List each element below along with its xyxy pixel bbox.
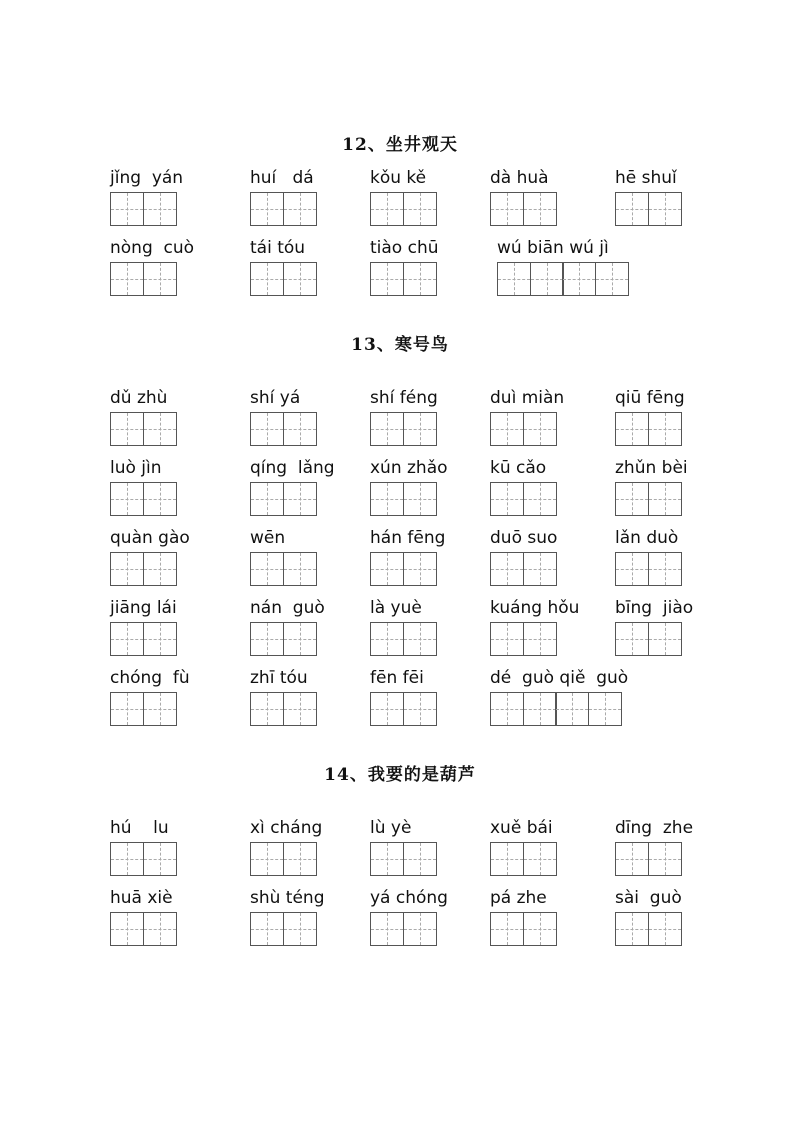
word-item: [490, 888, 555, 946]
pinyin-label: qiū fēng: [615, 388, 685, 408]
writing-grid[interactable]: [615, 482, 688, 516]
word-item: [370, 668, 435, 726]
tianzige-cell[interactable]: [490, 692, 524, 726]
tianzige-cell[interactable]: [615, 912, 649, 946]
tianzige-cell[interactable]: [403, 842, 437, 876]
word-item: [370, 238, 439, 296]
tianzige-cell[interactable]: [615, 552, 649, 586]
tianzige-cell[interactable]: [370, 262, 404, 296]
writing-grid[interactable]: [615, 552, 680, 586]
tianzige-cell[interactable]: [370, 482, 404, 516]
writing-grid[interactable]: [370, 622, 435, 656]
writing-grid[interactable]: [490, 412, 564, 446]
tianzige-cell[interactable]: [110, 482, 144, 516]
word-item: [370, 818, 435, 876]
word-item: [250, 598, 325, 656]
pinyin-label: wēn: [250, 528, 286, 548]
pinyin-label: dé guò qiě guò: [490, 668, 629, 688]
tianzige-cell[interactable]: [283, 692, 317, 726]
pinyin-label: nòng cuò: [110, 238, 195, 258]
tianzige-cell[interactable]: [143, 692, 177, 726]
pinyin-label: xuě bái: [490, 818, 553, 838]
writing-grid[interactable]: [110, 842, 175, 876]
writing-grid[interactable]: [490, 912, 555, 946]
writing-grid[interactable]: [370, 482, 448, 516]
word-item: [250, 888, 325, 946]
writing-grid[interactable]: [615, 622, 693, 656]
pinyin-label: yá chóng: [370, 888, 448, 908]
writing-grid[interactable]: [110, 482, 175, 516]
tianzige-cell[interactable]: [615, 412, 649, 446]
word-item: [490, 168, 555, 226]
tianzige-cell[interactable]: [283, 552, 317, 586]
word-item: [490, 668, 628, 726]
tianzige-cell[interactable]: [588, 692, 622, 726]
tianzige-cell[interactable]: [250, 482, 284, 516]
word-item: [615, 458, 688, 516]
tianzige-cell[interactable]: [490, 842, 524, 876]
tianzige-cell[interactable]: [490, 552, 524, 586]
word-item: [490, 818, 555, 876]
writing-grid[interactable]: [370, 912, 448, 946]
word-item: [250, 458, 335, 516]
pinyin-label: tái tóu: [250, 238, 306, 258]
tianzige-cell[interactable]: [110, 912, 144, 946]
tianzige-cell[interactable]: [370, 622, 404, 656]
writing-grid[interactable]: [490, 692, 628, 726]
pinyin-label: huā xiè: [110, 888, 173, 908]
tianzige-cell[interactable]: [530, 262, 564, 296]
tianzige-cell[interactable]: [370, 692, 404, 726]
word-item: [490, 458, 555, 516]
tianzige-cell[interactable]: [490, 192, 524, 226]
writing-grid[interactable]: [110, 912, 175, 946]
word-item: [490, 388, 564, 446]
pinyin-label: qíng lǎng: [250, 458, 335, 478]
word-item: [370, 458, 448, 516]
word-item: [615, 888, 682, 946]
writing-grid[interactable]: [615, 842, 693, 876]
tianzige-cell[interactable]: [110, 622, 144, 656]
tianzige-cell[interactable]: [283, 262, 317, 296]
tianzige-cell[interactable]: [110, 192, 144, 226]
tianzige-cell[interactable]: [403, 692, 437, 726]
tianzige-cell[interactable]: [110, 692, 144, 726]
tianzige-cell[interactable]: [250, 842, 284, 876]
writing-grid[interactable]: [250, 412, 315, 446]
tianzige-cell[interactable]: [648, 552, 682, 586]
word-item: [110, 528, 190, 586]
tianzige-cell[interactable]: [490, 412, 524, 446]
pinyin-label: shí féng: [370, 388, 438, 408]
tianzige-cell[interactable]: [250, 692, 284, 726]
tianzige-cell[interactable]: [523, 552, 557, 586]
tianzige-cell[interactable]: [370, 912, 404, 946]
pinyin-label: zhī tóu: [250, 668, 308, 688]
writing-grid[interactable]: [370, 262, 439, 296]
word-item: [110, 598, 177, 656]
writing-grid[interactable]: [370, 192, 435, 226]
word-item: [250, 388, 315, 446]
tianzige-cell[interactable]: [523, 692, 557, 726]
pinyin-label: hán fēng: [370, 528, 446, 548]
writing-grid[interactable]: [490, 552, 557, 586]
pinyin-label: nán guò: [250, 598, 325, 618]
writing-grid[interactable]: [110, 552, 190, 586]
writing-grid[interactable]: [110, 192, 183, 226]
writing-grid[interactable]: [250, 912, 325, 946]
tianzige-cell[interactable]: [403, 552, 437, 586]
word-item: [110, 388, 175, 446]
tianzige-cell[interactable]: [648, 842, 682, 876]
tianzige-cell[interactable]: [283, 842, 317, 876]
tianzige-cell[interactable]: [403, 262, 437, 296]
word-item: [110, 458, 175, 516]
word-item: [250, 238, 315, 296]
writing-grid[interactable]: [615, 192, 680, 226]
tianzige-cell[interactable]: [283, 912, 317, 946]
word-item: [615, 528, 680, 586]
pinyin-label: shù téng: [250, 888, 325, 908]
word-item: [615, 388, 685, 446]
tianzige-cell[interactable]: [403, 192, 437, 226]
tianzige-cell[interactable]: [615, 192, 649, 226]
tianzige-cell[interactable]: [497, 262, 531, 296]
tianzige-cell[interactable]: [555, 692, 589, 726]
tianzige-cell[interactable]: [403, 482, 437, 516]
pinyin-label: duì miàn: [490, 388, 565, 408]
writing-grid[interactable]: [370, 552, 445, 586]
writing-grid[interactable]: [250, 482, 335, 516]
word-item: [615, 818, 693, 876]
writing-grid[interactable]: [490, 482, 555, 516]
tianzige-cell[interactable]: [523, 912, 557, 946]
word-item: [250, 668, 315, 726]
tianzige-cell[interactable]: [648, 622, 682, 656]
writing-grid[interactable]: [110, 262, 194, 296]
tianzige-cell[interactable]: [283, 482, 317, 516]
tianzige-cell[interactable]: [370, 552, 404, 586]
tianzige-cell[interactable]: [250, 912, 284, 946]
writing-grid[interactable]: [250, 622, 325, 656]
tianzige-cell[interactable]: [143, 842, 177, 876]
writing-grid[interactable]: [490, 842, 555, 876]
tianzige-cell[interactable]: [110, 842, 144, 876]
section-title: 12、坐井观天: [342, 135, 458, 155]
word-item: [615, 168, 680, 226]
tianzige-cell[interactable]: [283, 412, 317, 446]
pinyin-label: lǎn duò: [615, 528, 679, 548]
writing-grid[interactable]: [615, 912, 682, 946]
tianzige-cell[interactable]: [283, 622, 317, 656]
pinyin-label: lù yè: [370, 818, 412, 838]
pinyin-label: hē shuǐ: [615, 168, 677, 188]
writing-grid[interactable]: [250, 192, 315, 226]
pinyin-label: jiāng lái: [110, 598, 177, 618]
writing-grid[interactable]: [110, 412, 175, 446]
writing-grid[interactable]: [370, 692, 435, 726]
pinyin-label: quàn gào: [110, 528, 190, 548]
tianzige-cell[interactable]: [595, 262, 629, 296]
tianzige-cell[interactable]: [143, 912, 177, 946]
pinyin-label: sài guò: [615, 888, 682, 908]
pinyin-label: zhǔn bèi: [615, 458, 688, 478]
pinyin-label: duō suo: [490, 528, 558, 548]
tianzige-cell[interactable]: [403, 912, 437, 946]
tianzige-cell[interactable]: [615, 482, 649, 516]
pinyin-label: hú lu: [110, 818, 169, 838]
tianzige-cell[interactable]: [615, 622, 649, 656]
pinyin-label: bīng jiào: [615, 598, 694, 618]
writing-grid[interactable]: [370, 412, 438, 446]
tianzige-cell[interactable]: [490, 912, 524, 946]
word-item: [110, 668, 190, 726]
tianzige-cell[interactable]: [250, 262, 284, 296]
writing-grid[interactable]: [250, 552, 315, 586]
section-title: 13、寒号鸟: [351, 335, 449, 355]
pinyin-label: luò jìn: [110, 458, 162, 478]
writing-grid[interactable]: [250, 692, 315, 726]
tianzige-cell[interactable]: [370, 412, 404, 446]
section-title: 14、我要的是葫芦: [324, 765, 476, 785]
tianzige-cell[interactable]: [615, 842, 649, 876]
word-item: [110, 238, 194, 296]
pinyin-label: là yuè: [370, 598, 422, 618]
word-item: [490, 598, 579, 656]
tianzige-cell[interactable]: [490, 482, 524, 516]
tianzige-cell[interactable]: [370, 192, 404, 226]
tianzige-cell[interactable]: [523, 192, 557, 226]
tianzige-cell[interactable]: [648, 192, 682, 226]
word-item: [370, 598, 435, 656]
pinyin-label: xún zhǎo: [370, 458, 448, 478]
tianzige-cell[interactable]: [110, 262, 144, 296]
pinyin-label: shí yá: [250, 388, 301, 408]
pinyin-label: pá zhe: [490, 888, 547, 908]
pinyin-label: dǔ zhù: [110, 388, 168, 408]
tianzige-cell[interactable]: [562, 262, 596, 296]
writing-grid[interactable]: [490, 192, 555, 226]
tianzige-cell[interactable]: [143, 262, 177, 296]
tianzige-cell[interactable]: [523, 842, 557, 876]
word-item: [250, 528, 315, 586]
writing-grid[interactable]: [250, 262, 315, 296]
pinyin-label: xì cháng: [250, 818, 323, 838]
pinyin-label: kū cǎo: [490, 458, 547, 478]
tianzige-cell[interactable]: [143, 552, 177, 586]
tianzige-cell[interactable]: [283, 192, 317, 226]
pinyin-label: dīng zhe: [615, 818, 694, 838]
writing-grid[interactable]: [110, 692, 190, 726]
pinyin-label: dà huà: [490, 168, 549, 188]
writing-grid[interactable]: [497, 262, 627, 296]
writing-grid[interactable]: [370, 842, 435, 876]
writing-grid[interactable]: [615, 412, 685, 446]
word-item: [250, 818, 322, 876]
tianzige-cell[interactable]: [523, 622, 557, 656]
tianzige-cell[interactable]: [110, 412, 144, 446]
tianzige-cell[interactable]: [143, 412, 177, 446]
writing-grid[interactable]: [110, 622, 177, 656]
tianzige-cell[interactable]: [523, 482, 557, 516]
word-item: [497, 238, 627, 296]
word-item: [110, 818, 175, 876]
tianzige-cell[interactable]: [250, 552, 284, 586]
writing-grid[interactable]: [250, 842, 322, 876]
pinyin-label: huí dá: [250, 168, 314, 188]
word-item: [370, 168, 435, 226]
pinyin-label: wú biān wú jì: [497, 238, 609, 258]
tianzige-cell[interactable]: [110, 552, 144, 586]
tianzige-cell[interactable]: [250, 412, 284, 446]
word-item: [490, 528, 557, 586]
pinyin-label: jǐng yán: [110, 168, 184, 188]
word-item: [370, 888, 448, 946]
word-item: [110, 168, 183, 226]
word-item: [110, 888, 175, 946]
writing-grid[interactable]: [490, 622, 579, 656]
tianzige-cell[interactable]: [490, 622, 524, 656]
pinyin-label: tiào chū: [370, 238, 439, 258]
tianzige-cell[interactable]: [403, 622, 437, 656]
word-item: [250, 168, 315, 226]
tianzige-cell[interactable]: [143, 192, 177, 226]
tianzige-cell[interactable]: [143, 622, 177, 656]
tianzige-cell[interactable]: [250, 622, 284, 656]
tianzige-cell[interactable]: [250, 192, 284, 226]
tianzige-cell[interactable]: [143, 482, 177, 516]
tianzige-cell[interactable]: [648, 412, 682, 446]
tianzige-cell[interactable]: [523, 412, 557, 446]
word-item: [370, 388, 438, 446]
pinyin-label: kuáng hǒu: [490, 598, 580, 618]
tianzige-cell[interactable]: [403, 412, 437, 446]
word-item: [370, 528, 445, 586]
pinyin-label: kǒu kě: [370, 168, 427, 188]
word-item: [615, 598, 693, 656]
pinyin-label: fēn fēi: [370, 668, 424, 688]
pinyin-label: chóng fù: [110, 668, 190, 688]
tianzige-cell[interactable]: [648, 482, 682, 516]
tianzige-cell[interactable]: [648, 912, 682, 946]
tianzige-cell[interactable]: [370, 842, 404, 876]
